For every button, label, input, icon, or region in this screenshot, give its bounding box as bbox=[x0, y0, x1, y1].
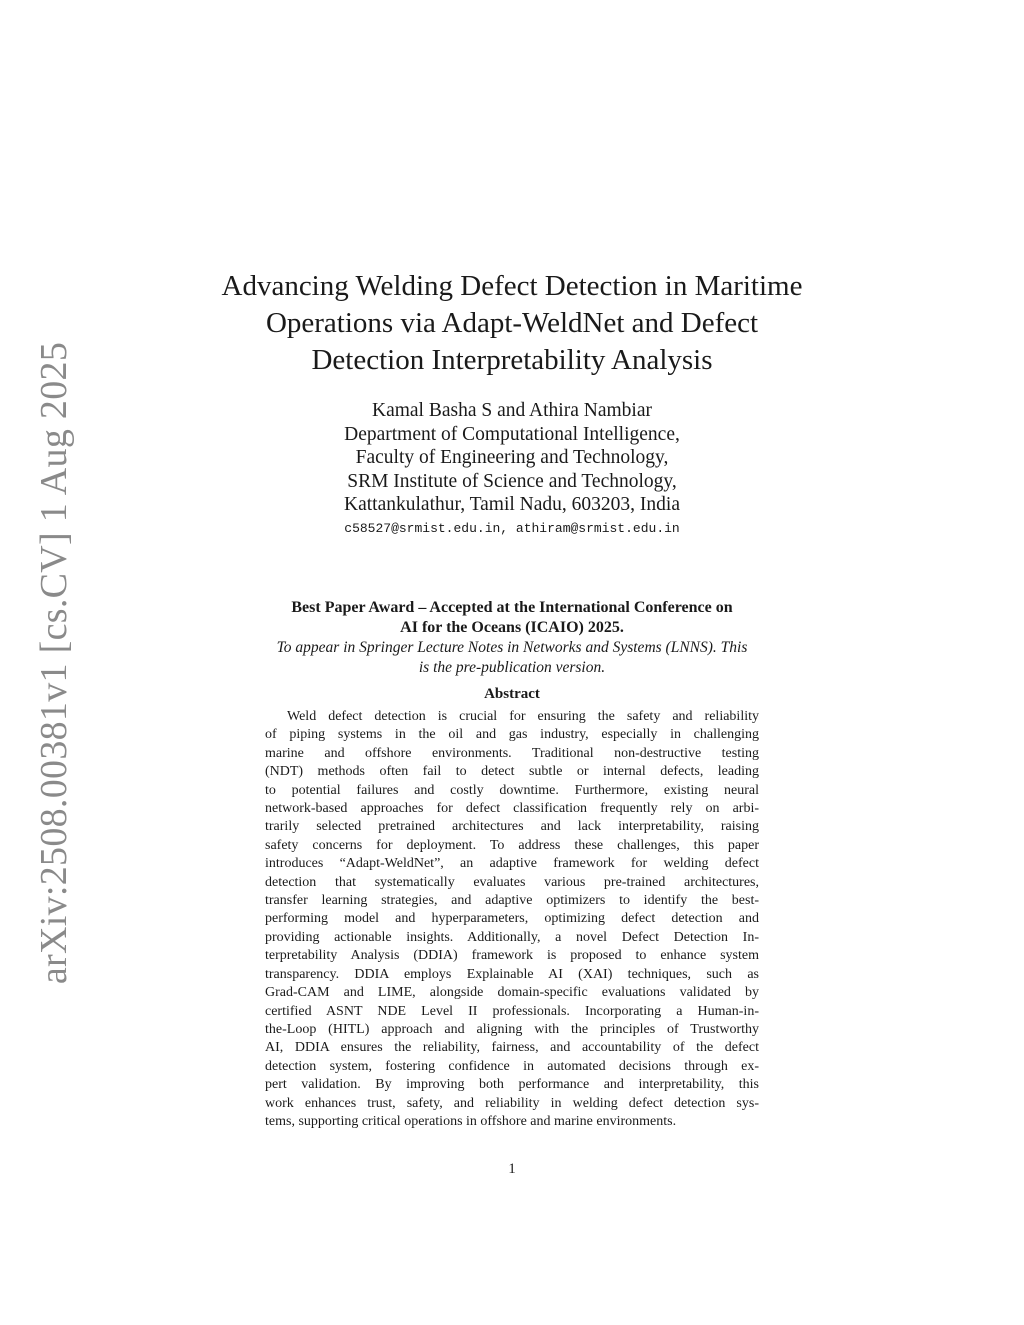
abstract-line: AI, DDIA ensures the reliability, fairness, and accountability of the defect bbox=[265, 1040, 759, 1056]
affiliation-line: Kattankulathur, Tamil Nadu, 603203, India bbox=[344, 494, 680, 515]
publication-note-line: is the pre-publication version. bbox=[418, 659, 606, 676]
abstract-line: of piping systems in the oil and gas industry, especially in challenging bbox=[265, 727, 759, 743]
abstract-line: pert validation. By improving both performance and interpretability, this bbox=[265, 1077, 759, 1093]
affiliation-line: Faculty of Engineering and Technology, bbox=[355, 447, 669, 468]
abstract-line: to potential failures and costly downtime. Furthermore, existing neural bbox=[265, 782, 759, 798]
affiliation-line: Department of Computational Intelligence, bbox=[344, 423, 680, 445]
abstract-line: marine and offshore environments. Traditional non-destructive testing bbox=[265, 745, 759, 761]
abstract-line: safety concerns for deployment. To address these challenges, this paper bbox=[265, 837, 759, 853]
abstract-line: transfer learning strategies, and adaptive optimizers to identify the best- bbox=[265, 893, 759, 909]
abstract-line: detection that systematically evaluates various pre-trained architectures, bbox=[265, 874, 759, 890]
author-names: Kamal Basha S and Athira Nambiar bbox=[372, 400, 652, 421]
arxiv-identifier-stamp: arXiv:2508.00381v1 [cs.CV] 1 Aug 2025 bbox=[33, 341, 75, 985]
award-notice bbox=[225, 598, 799, 638]
abstract-line: (NDT) methods often fail to detect subtle or internal defects, leading bbox=[265, 764, 759, 780]
award-line: Best Paper Award – Accepted at the International Conference on bbox=[291, 599, 733, 616]
title-line: Advancing Welding Defect Detection in Maritime bbox=[221, 270, 803, 302]
abstract-line: terpretability Analysis (DDIA) framework is proposed to enhance system bbox=[265, 948, 759, 964]
abstract-line: Weld defect detection is crucial for ensuring the safety and reliability bbox=[287, 709, 759, 724]
publication-note bbox=[225, 638, 799, 678]
affiliation-line: SRM Institute of Science and Technology, bbox=[347, 470, 677, 492]
page-number: 1 bbox=[508, 1161, 516, 1177]
abstract-line: transparency. DDIA employs Explainable AI (XAI) techniques, such as bbox=[265, 966, 759, 982]
abstract-line: certified ASNT NDE Level II professionals. Incorporating a Human-in- bbox=[265, 1003, 759, 1019]
abstract-line: trarily selected pretrained architectures and lack interpretability, raising bbox=[265, 819, 759, 835]
abstract-line: network-based approaches for defect classification frequently rely on arbi- bbox=[265, 801, 759, 817]
author-block bbox=[250, 399, 774, 517]
abstract-line: tems, supporting critical operations in offshore and marine environments. bbox=[265, 1113, 677, 1129]
title-line: Detection Interpretability Analysis bbox=[311, 344, 713, 376]
abstract-line: introduces “Adapt-WeldNet”, an adaptive framework for welding defect bbox=[265, 856, 759, 872]
paper-title bbox=[200, 268, 824, 379]
abstract-line: work enhances trust, safety, and reliability in welding defect detection sys- bbox=[265, 1095, 759, 1111]
abstract-line: providing actionable insights. Additionally, a novel Defect Detection In- bbox=[265, 929, 759, 945]
abstract-body bbox=[265, 708, 759, 1131]
abstract-line: the-Loop (HITL) approach and aligning with the principles of Trustworthy bbox=[265, 1021, 759, 1037]
award-line: AI for the Oceans (ICAIO) 2025. bbox=[400, 619, 624, 636]
abstract-heading: Abstract bbox=[484, 686, 540, 702]
abstract-line: Grad-CAM and LIME, alongside domain-specific evaluations validated by bbox=[265, 985, 759, 1001]
abstract-line: detection system, fostering confidence in automated decisions through ex- bbox=[265, 1058, 759, 1074]
author-emails: c58527@srmist.edu.in, athiram@srmist.edu.in bbox=[344, 521, 680, 536]
publication-note-line: To appear in Springer Lecture Notes in Networks and Systems (LNNS). This bbox=[276, 639, 748, 656]
abstract-line: performing model and hyperparameters, optimizing defect detection and bbox=[265, 911, 759, 927]
title-line: Operations via Adapt-WeldNet and Defect bbox=[265, 307, 759, 339]
